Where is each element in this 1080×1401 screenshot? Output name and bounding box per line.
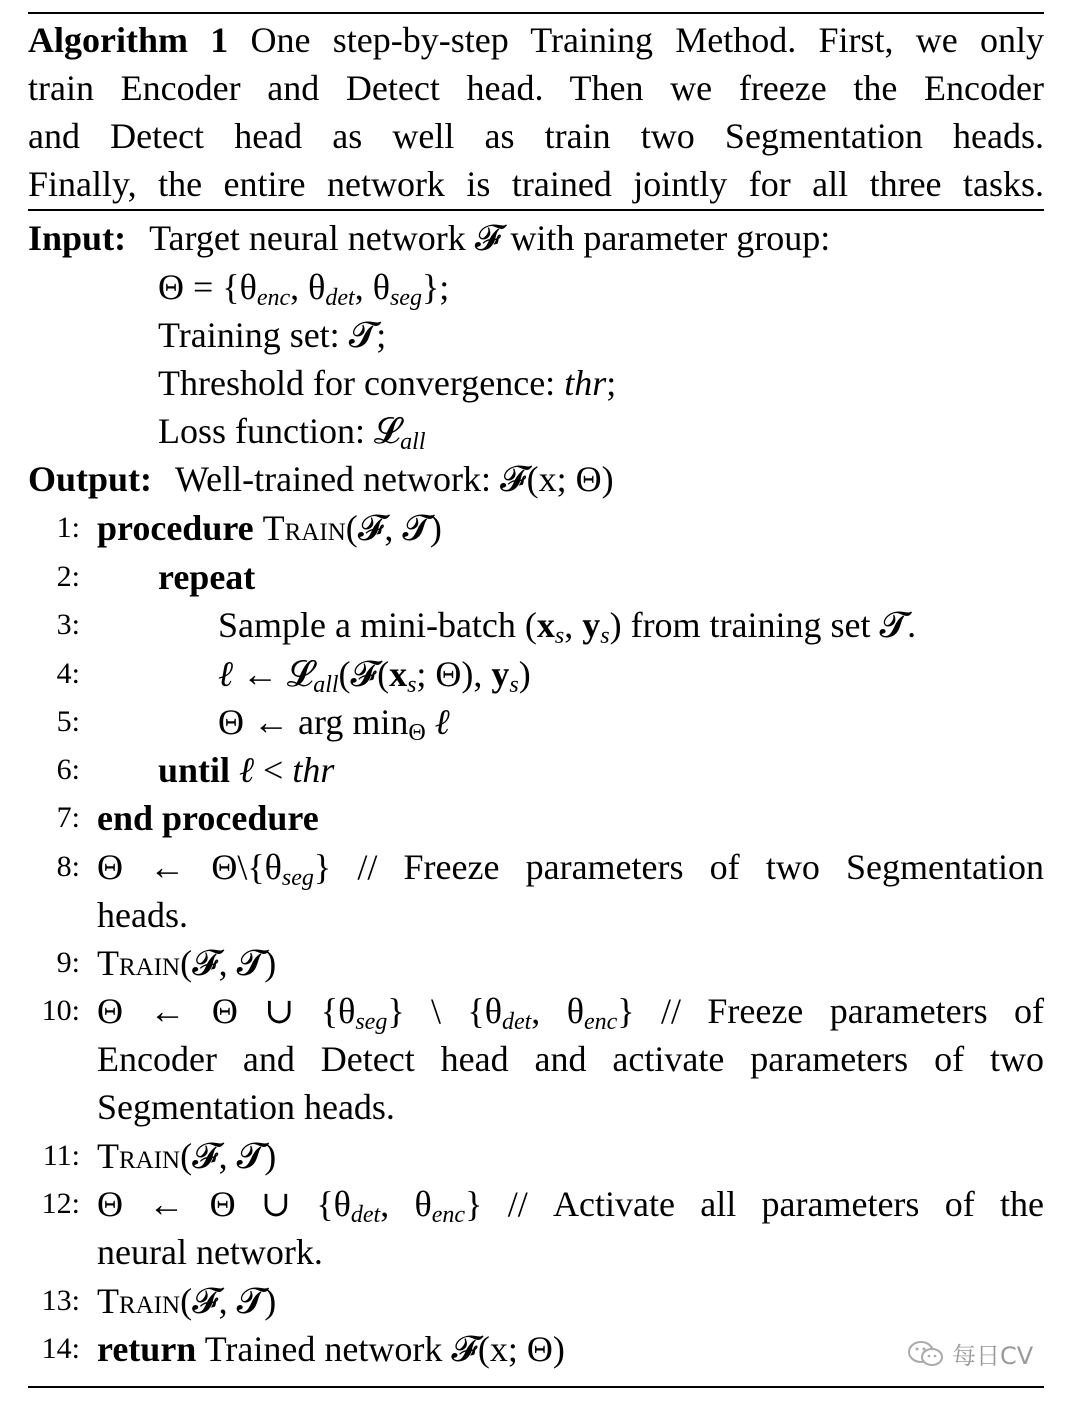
step-10-cont-1: Encoder and Detect head and activate parameters of two	[97, 1039, 1044, 1079]
step-number: 10:	[41, 994, 80, 1027]
step-number: 3:	[56, 608, 80, 641]
output-text: Well-trained network: 𝓕(x; Θ)	[175, 459, 614, 499]
step-number: 7:	[56, 801, 80, 834]
step-12: Θ ← Θ ∪ {$\theta_{det}$, $\theta_{enc}$} // Activate all parameters of the	[97, 1184, 1044, 1228]
input-loss: Loss function: 𝓛$_{all}$	[158, 411, 426, 455]
output-label: Output:	[28, 459, 153, 499]
watermark-text: 每日CV	[952, 1342, 1034, 1370]
step-13: Train(𝓕, 𝓣)	[97, 1281, 277, 1321]
input-threshold: Threshold for convergence: thr;	[158, 363, 617, 403]
caption-line-2: train Encoder and Detect head. Then we freeze the Encoder	[28, 68, 1044, 108]
step-number: 13:	[41, 1284, 80, 1317]
top-rule	[28, 12, 1044, 14]
step-6: until ℓ < thr	[158, 750, 335, 790]
step-number: 1:	[56, 511, 80, 544]
caption-line-3: and Detect head as well as train two Segmentation heads.	[28, 116, 1044, 156]
input-label: Input:	[28, 218, 127, 258]
step-9: Train(𝓕, 𝓣)	[97, 943, 277, 983]
wechat-icon	[906, 1339, 946, 1369]
step-number: 5:	[56, 705, 80, 738]
step-number: 2:	[56, 560, 80, 593]
step-10: Θ ← Θ ∪ $\{\theta_{seg}\}$ \ {$\theta_{det}$, $\theta_{enc}$} // Freeze parameters of	[97, 991, 1045, 1035]
step-3: Sample a mini-batch ($x_s$, $y_s$) from training set 𝓣.	[218, 605, 917, 649]
caption-rule	[28, 209, 1044, 211]
output-line	[28, 455, 614, 503]
step-number: 8:	[56, 850, 80, 883]
step-12-cont: neural network.	[97, 1232, 323, 1272]
algorithm-label: Algorithm 1	[28, 20, 229, 60]
step-10-cont-2: Segmentation heads.	[97, 1087, 395, 1127]
step-number: 14:	[41, 1332, 80, 1365]
step-5: Θ ← arg $\min_\Theta$ ℓ	[218, 702, 450, 746]
step-7: end procedure	[97, 798, 319, 838]
bottom-rule	[28, 1386, 1044, 1388]
step-number: 12:	[41, 1187, 80, 1220]
input-training-set: Training set: 𝓣;	[158, 315, 387, 355]
step-number: 6:	[56, 753, 80, 786]
step-number: 11:	[42, 1139, 80, 1172]
step-8-cont: heads.	[97, 895, 188, 935]
step-11: Train(𝓕, 𝓣)	[97, 1136, 277, 1176]
step-8: Θ ← $\Theta\backslash\{\theta_{seg}\}$ // Freeze parameters of two Segmentation	[97, 847, 1044, 891]
step-2: repeat	[158, 557, 256, 597]
input-network: Target neural network 𝓕 with parameter group:	[149, 218, 831, 258]
algorithm-caption	[28, 16, 1044, 208]
input-line-1	[28, 214, 830, 262]
step-number: 4:	[56, 657, 80, 690]
step-number: 9:	[56, 946, 80, 979]
input-params: $\Theta = \{\theta_{enc}$, $\theta_{det}$, $\theta_{seg}$};	[158, 267, 450, 311]
step-14: return Trained network 𝓕(x; Θ)	[97, 1329, 565, 1369]
watermark	[906, 1336, 1033, 1371]
step-1: procedure Train(𝓕, 𝓣)	[97, 508, 442, 548]
caption-line-1: One step-by-step Training Method. First, we only	[250, 20, 1044, 60]
step-4: ℓ ← $𝓛_{all}(𝓕(x_s$; Θ), $y_s$)	[218, 654, 531, 698]
caption-line-4: Finally, the entire network is trained jointly for all three tasks.	[28, 164, 1044, 204]
